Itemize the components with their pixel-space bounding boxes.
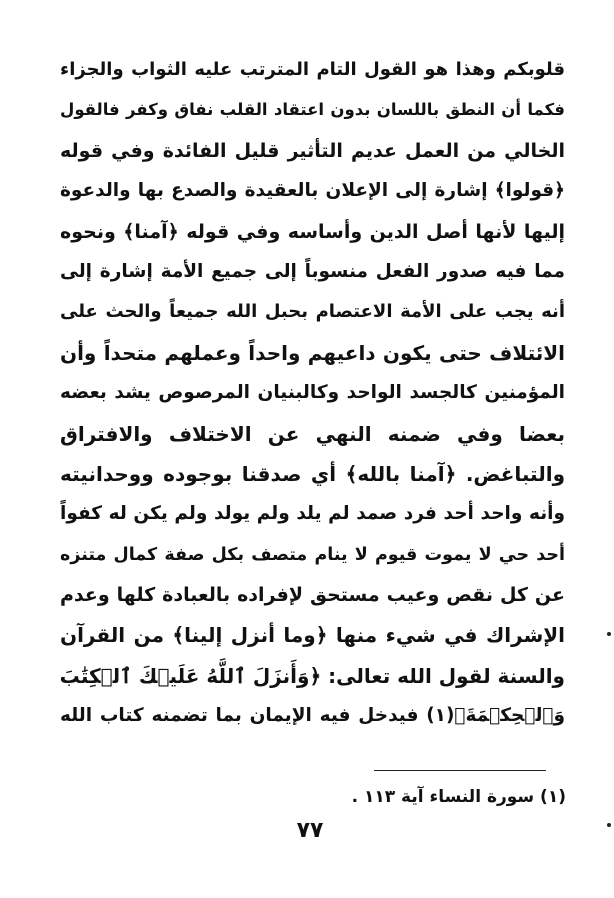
body-text [60,50,565,737]
text-line: وَٱلۡحِكۡمَةَ﴾(١) فيدخل فيه الإيمان بما تضمنه كتاب الله [60,705,565,727]
text-line: فكما أن النطق باللسان بدون اعتقاد القلب نفاق وكفر فالقول [60,100,565,120]
text-line: الائتلاف حتى يكون داعيهم واحداً وعملهم متحداً وأن [60,340,565,365]
text-line: المؤمنين كالجسد الواحد وكالبنيان المرصوص يشد بعضه [60,382,565,404]
text-line: والتباغض. ﴿آمنا بالله﴾ أي صدقنا بوجوده ووحدانيته [60,461,565,486]
text-line: عن كل نقص وعيب مستحق لإفراده بالعبادة كلها وعدم [60,584,565,607]
footnote: (١) سورة النساء آية ١١٣ . [351,787,566,807]
text-line: ﴿قولوا﴾ إشارة إلى الإعلان بالعقيدة والصدع بها والدعوة [60,180,565,202]
margin-dot [607,823,611,827]
text-line: أنه يجب على الأمة الاعتصام بحبل الله جميعاً والحث على [60,301,565,323]
text-line: وأنه واحد أحد فرد صمد لم يلد ولم يولد ولم يكن له كفواً [60,503,565,525]
text-line: بعضا وفي ضمنه النهي عن الاختلاف والافتراق [60,421,565,446]
text-line: الخالي من العمل عديم التأثير قليل الفائدة وفي قوله [60,139,565,162]
footnote-separator [374,770,546,771]
margin-dot [607,632,611,636]
text-line: مما فيه صدور الفعل منسوباً إلى جميع الأمة إشارة إلى [60,260,565,282]
text-line: والسنة لقول الله تعالى: ﴿وَأَنزَلَ ٱللَّهُ عَلَيۡكَ ٱلۡكِتَٰبَ [60,663,565,688]
text-line: قلوبكم وهذا هو القول التام المترتب عليه الثواب والجزاء [60,59,565,80]
text-line: الإشراك في شيء منها ﴿وما أنزل إلينا﴾ من القرآن [60,623,565,648]
text-line: أحد حي لا يموت قيوم لا ينام متصف بكل صفة كمال متنزه [60,544,565,565]
text-line: إليها لأنها أصل الدين وأساسه وفي قوله ﴿آمنا﴾ ونحوه [60,220,565,243]
page-number: ٧٧ [296,818,324,843]
